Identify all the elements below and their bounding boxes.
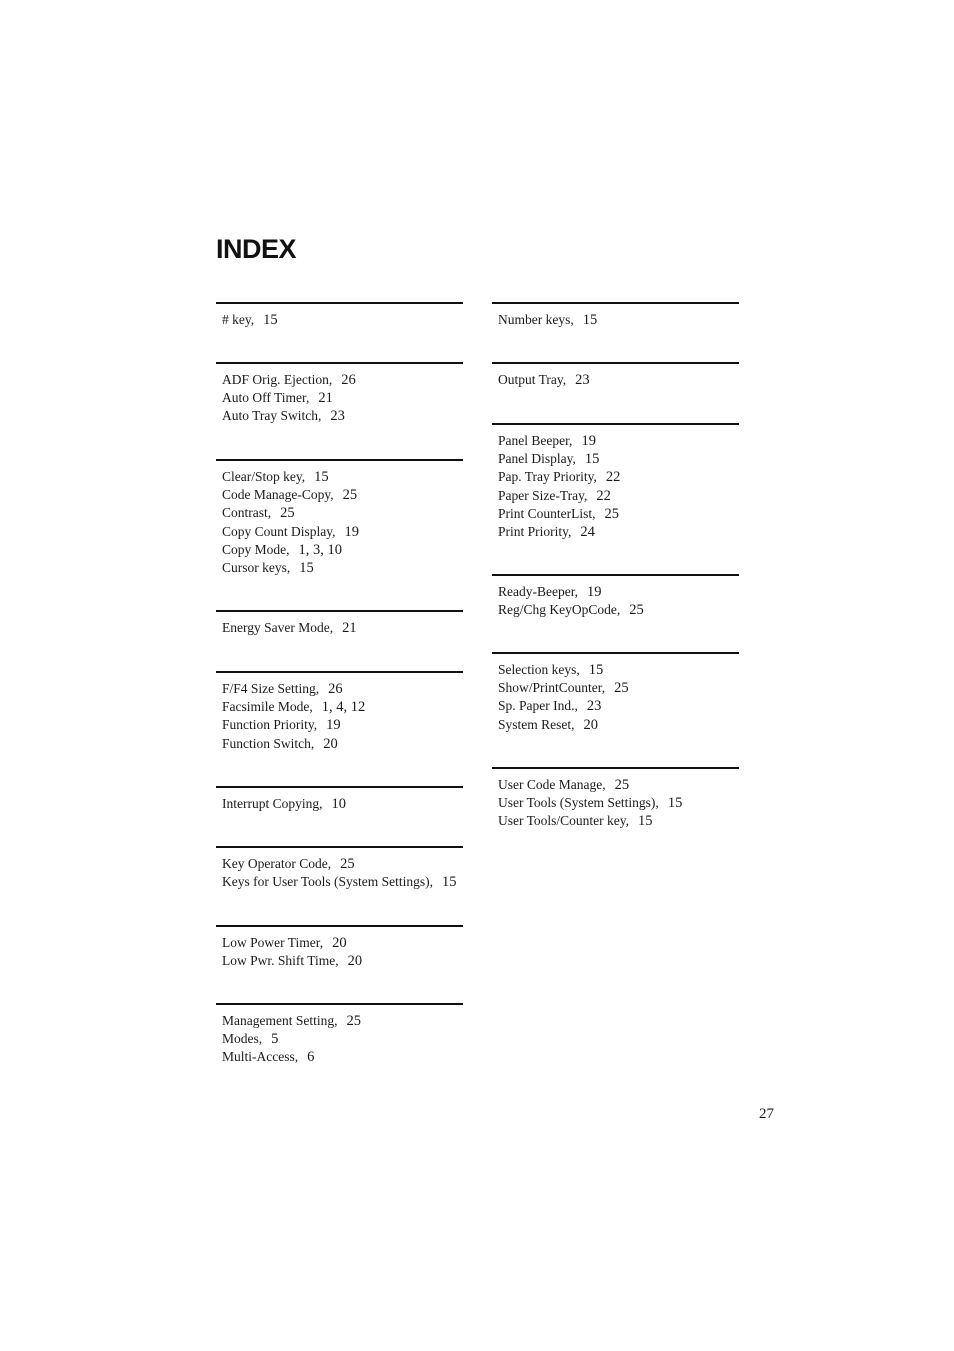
index-page-ref[interactable]: 10: [331, 796, 346, 812]
index-group: [216, 362, 463, 459]
index-term: Pap. Tray Priority,: [498, 469, 597, 485]
index-page-ref[interactable]: 26: [328, 681, 343, 697]
index-page-ref[interactable]: 15: [263, 312, 278, 328]
index-entry: [222, 680, 463, 698]
index-entry: [222, 407, 463, 425]
index-page-ref[interactable]: 21: [318, 390, 333, 407]
index-term: Keys for User Tools (System Settings),: [222, 874, 434, 890]
index-group: [492, 423, 739, 574]
index-entry: [222, 504, 463, 522]
index-entry: [222, 311, 463, 329]
index-term: Auto Tray Switch,: [222, 408, 322, 424]
index-page-ref[interactable]: 25: [342, 487, 358, 504]
index-page-ref[interactable]: 22: [596, 487, 611, 504]
index-entry: [222, 855, 463, 873]
index-entry: [222, 486, 463, 504]
index-term: Key Operator Code,: [222, 856, 332, 871]
index-group: [492, 767, 739, 837]
index-page-ref[interactable]: 25: [614, 777, 630, 793]
index-page-ref[interactable]: 25: [604, 505, 619, 522]
index-term: Code Manage-Copy,: [222, 487, 334, 503]
index-page-ref[interactable]: 1, 4, 12: [321, 699, 366, 716]
index-entry: [498, 371, 739, 389]
index-page-ref[interactable]: 15: [667, 795, 683, 812]
index-entry: [498, 679, 739, 697]
index-page-ref[interactable]: 15: [582, 312, 598, 328]
index-entry: [498, 601, 739, 619]
index-group: [216, 846, 463, 925]
index-group: [216, 925, 463, 1003]
index-entry: [498, 697, 739, 715]
index-entry: [498, 812, 739, 830]
index-entry: [222, 619, 463, 637]
index-group: [492, 652, 739, 767]
index-term: Facsimile Mode,: [222, 699, 313, 715]
index-group: [216, 1003, 463, 1073]
index-group: [216, 786, 463, 846]
index-term: Function Switch,: [222, 735, 315, 751]
index-page-ref[interactable]: 15: [314, 469, 329, 485]
index-term: User Code Manage,: [498, 777, 606, 792]
index-entry: [222, 735, 463, 753]
index-entry: [222, 873, 463, 891]
index-page-ref[interactable]: 23: [586, 698, 602, 715]
index-term: Show/PrintCounter,: [498, 680, 606, 696]
index-entry: [498, 505, 739, 523]
index-term: Energy Saver Mode,: [222, 620, 334, 635]
index-term: Panel Display,: [498, 451, 576, 467]
index-page-ref[interactable]: 25: [340, 856, 355, 872]
index-entry: [222, 541, 463, 559]
index-page-ref[interactable]: 20: [323, 735, 338, 752]
index-page-ref[interactable]: 19: [326, 717, 341, 734]
index-page-ref[interactable]: 19: [587, 584, 602, 600]
index-page-ref[interactable]: 19: [581, 433, 596, 449]
index-entry: [222, 523, 463, 541]
index-term: Low Power Timer,: [222, 935, 324, 950]
index-entry: [498, 716, 739, 734]
index-column-left: [216, 302, 463, 1073]
index-group: [216, 671, 463, 786]
index-group: [216, 459, 463, 610]
index-group: [492, 574, 739, 652]
index-entry: [222, 468, 463, 486]
index-term: Sp. Paper Ind.,: [498, 698, 578, 714]
index-term: Function Priority,: [222, 717, 318, 733]
index-page-ref[interactable]: 15: [588, 662, 604, 678]
index-term: ADF Orig. Ejection,: [222, 372, 333, 387]
index-term: Output Tray,: [498, 372, 567, 387]
index-term: Print CounterList,: [498, 505, 596, 521]
index-entry: [222, 559, 463, 577]
index-page-ref[interactable]: 24: [580, 524, 595, 541]
index-entry: [222, 716, 463, 734]
index-entry: [498, 776, 739, 794]
index-term: Selection keys,: [498, 662, 580, 677]
index-page-ref[interactable]: 23: [330, 408, 345, 425]
index-term: Paper Size-Tray,: [498, 487, 588, 503]
index-term: # key,: [222, 312, 255, 327]
index-entry: [222, 371, 463, 389]
index-entry: [498, 311, 739, 329]
index-page-ref[interactable]: 22: [605, 469, 621, 486]
index-term: Interrupt Copying,: [222, 796, 323, 811]
index-entry: [222, 1030, 463, 1048]
index-term: Reg/Chg KeyOpCode,: [498, 602, 621, 618]
index-column-right: [492, 302, 739, 837]
index-term: F/F4 Size Setting,: [222, 681, 320, 696]
index-entry: [222, 389, 463, 407]
index-term: Clear/Stop key,: [222, 469, 306, 484]
index-term: Print Priority,: [498, 524, 572, 540]
index-page-ref[interactable]: 25: [280, 505, 295, 522]
index-term: Multi-Access,: [222, 1049, 299, 1065]
index-term: Number keys,: [498, 312, 574, 327]
index-group: [492, 302, 739, 362]
page-title: INDEX: [216, 234, 297, 264]
index-page-ref[interactable]: 23: [575, 372, 590, 388]
index-entry: [222, 1012, 463, 1030]
index-page-ref[interactable]: 25: [346, 1013, 361, 1029]
index-page-ref[interactable]: 20: [347, 953, 363, 970]
index-group: [492, 362, 739, 423]
index-term: User Tools (System Settings),: [498, 795, 659, 811]
index-entry: [498, 468, 739, 486]
index-term: Copy Count Display,: [222, 523, 336, 539]
index-entry: [498, 661, 739, 679]
index-entry: [498, 794, 739, 812]
index-entry: [222, 795, 463, 813]
index-group: [216, 302, 463, 362]
index-term: Panel Beeper,: [498, 433, 573, 448]
index-page-ref[interactable]: 15: [584, 451, 600, 468]
index-term: User Tools/Counter key,: [498, 813, 630, 829]
index-entry: [222, 698, 463, 716]
index-term: Cursor keys,: [222, 560, 291, 576]
index-term: Auto Off Timer,: [222, 390, 310, 406]
index-page-ref[interactable]: 25: [614, 680, 629, 697]
index-entry: [222, 952, 463, 970]
index-page-ref[interactable]: 15: [442, 874, 457, 891]
index-page-ref[interactable]: 1, 3, 10: [298, 541, 342, 558]
index-page-ref[interactable]: 15: [638, 813, 653, 830]
index-term: Management Setting,: [222, 1013, 338, 1028]
page-number: 27: [759, 1106, 774, 1122]
index-entry: [498, 432, 739, 450]
index-term: Copy Mode,: [222, 541, 290, 557]
index-page-ref[interactable]: 15: [299, 560, 314, 577]
index-term: Ready-Beeper,: [498, 584, 579, 599]
index-entry: [498, 583, 739, 601]
index-page-ref[interactable]: 25: [629, 602, 644, 619]
index-term: Low Pwr. Shift Time,: [222, 953, 339, 969]
index-entry: [498, 450, 739, 468]
index-entry: [222, 934, 463, 952]
index-term: Modes,: [222, 1031, 263, 1047]
index-entry: [498, 487, 739, 505]
index-page-ref[interactable]: 5: [271, 1031, 279, 1048]
index-page-ref[interactable]: 20: [332, 935, 347, 951]
index-entry: [498, 523, 739, 541]
index-page-ref[interactable]: 6: [307, 1049, 315, 1066]
index-page-ref[interactable]: 21: [342, 620, 357, 636]
index-page-ref[interactable]: 19: [344, 523, 360, 540]
index-term: System Reset,: [498, 716, 575, 732]
index-group: [216, 610, 463, 671]
index-page-ref[interactable]: 26: [341, 372, 356, 388]
index-entry: [222, 1048, 463, 1066]
index-term: Contrast,: [222, 505, 272, 521]
index-page-ref[interactable]: 20: [583, 716, 598, 733]
